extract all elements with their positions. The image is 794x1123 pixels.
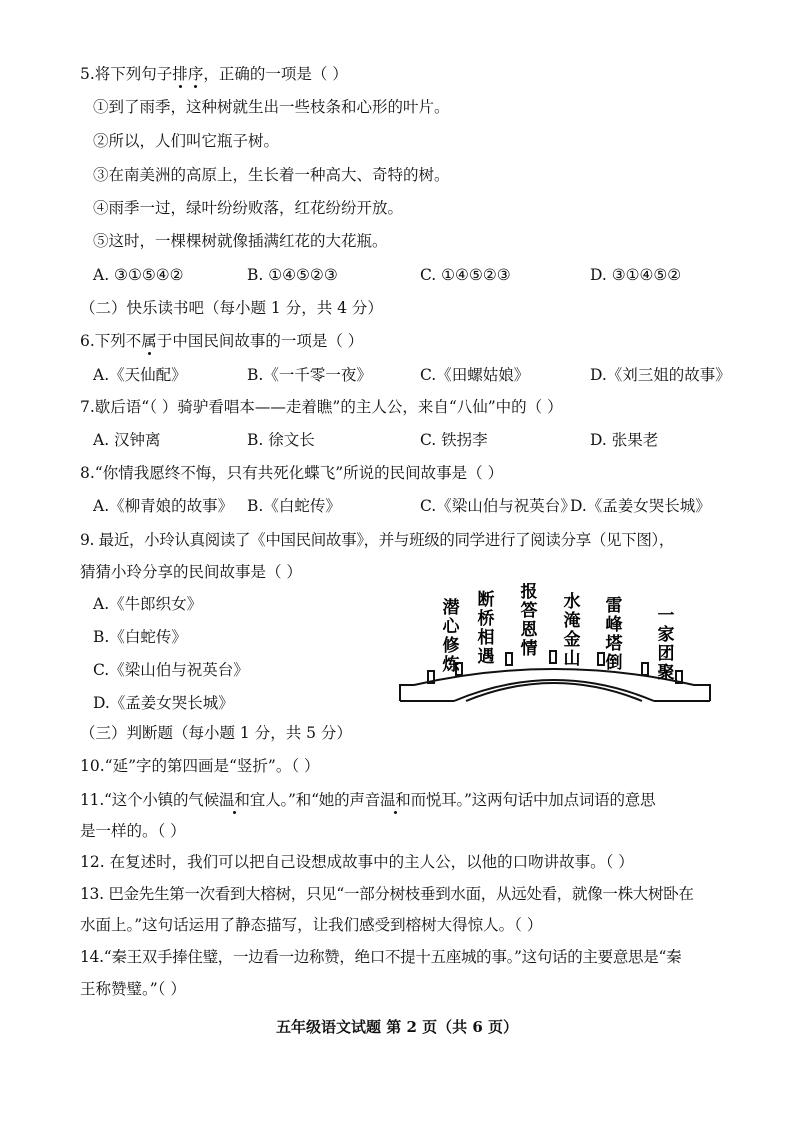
q11-line-2: 是一样的。（ ） bbox=[80, 822, 186, 840]
q6-option-c[interactable]: C.《田螺姑娘》 bbox=[420, 366, 530, 384]
q6-stem-pre: 6.下列不 bbox=[80, 332, 142, 350]
q11-line1-a: 11.“这个小镇的气候 bbox=[80, 791, 219, 809]
bridge-arch bbox=[466, 683, 642, 701]
q8-option-c[interactable]: C.《梁山伯与祝英台》 bbox=[420, 497, 576, 515]
q7-option-a[interactable]: A. 汉钟离 bbox=[93, 431, 161, 449]
q8-option-b[interactable]: B.《白蛇传》 bbox=[247, 497, 341, 515]
q5-stem-dot1: 排 bbox=[172, 65, 188, 83]
q6-stem-dot: 属 bbox=[141, 332, 157, 350]
q9-stem-line-1: 9. 最近，小玲认真阅读了《中国民间故事》，并与班级的同学进行了阅读分享（见下图）， bbox=[80, 531, 675, 549]
figure-label-4: 水淹金山 bbox=[563, 592, 581, 669]
q10-stem: 10.“延”字的第四画是“竖折”。（ ） bbox=[80, 757, 320, 775]
section-2-heading: （二）快乐读书吧（每小题 1 分，共 4 分） bbox=[80, 299, 383, 317]
figure-label-6: 一家团聚 bbox=[657, 606, 675, 683]
page-footer: 五年级语文试题 第 2 页（共 6 页） bbox=[276, 1018, 518, 1036]
q9-option-a[interactable]: A.《牛郎织女》 bbox=[93, 595, 203, 613]
bridge-piers bbox=[400, 687, 710, 701]
q5-stem-post: ，正确的一项是（ ） bbox=[203, 65, 348, 83]
bridge-post-4 bbox=[550, 651, 556, 663]
q5-sentence-3: ③在南美洲的高原上，生长着一种高大、奇特的树。 bbox=[93, 166, 450, 184]
q9-option-d[interactable]: D.《孟姜女哭长城》 bbox=[93, 694, 234, 712]
q5-option-b[interactable]: B. ①④⑤②③ bbox=[247, 266, 338, 284]
q7-option-c[interactable]: C. 铁拐李 bbox=[420, 431, 488, 449]
q11-dotted-word-2-text: 温和 bbox=[380, 791, 411, 809]
bridge-figure bbox=[394, 583, 714, 703]
q6-stem-post: 于中国民间故事的一项是（ ） bbox=[156, 332, 364, 350]
q12-stem: 12. 在复述时，我们可以把自己设想成故事中的主人公，以他的口吻讲故事。（ ） bbox=[80, 853, 634, 871]
q5-option-d[interactable]: D. ③①④⑤② bbox=[590, 266, 682, 284]
q5-option-a[interactable]: A. ③①⑤④② bbox=[93, 266, 184, 284]
figure-label-3: 报答恩情 bbox=[520, 583, 538, 659]
q9-stem-line-2: 猜猜小玲分享的民间故事是（ ） bbox=[80, 563, 302, 581]
q14-line-1: 14.“秦王双手捧住璧，一边看一边称赞，绝口不提十五座城的事。”这句话的主要意思是“秦 bbox=[80, 948, 682, 966]
q7-stem: 7.歇后语“（ ）骑驴看唱本——走着瞧”的主人公，来自“八仙”中的（ ） bbox=[80, 398, 563, 416]
q5-sentence-1: ①到了雨季，这种树就生出一些枝条和心形的叶片。 bbox=[93, 98, 450, 116]
figure-label-1-char: 潜 bbox=[442, 598, 460, 618]
q6-stem bbox=[80, 331, 363, 351]
q8-stem: 8.“你情我愿终不悔，只有共死化蝶飞”所说的民间故事是（ ） bbox=[80, 464, 504, 482]
q11-dotted-word-1-text: 温和 bbox=[218, 791, 250, 809]
q13-line-1: 13. 巴金先生第一次看到大榕树，只见“一部分树枝垂到水面，从远处看，就像一株大树卧在 bbox=[80, 885, 694, 903]
q8-option-d[interactable]: D.《孟姜女哭长城》 bbox=[570, 497, 711, 515]
figure-label-2: 断桥相遇 bbox=[477, 590, 495, 667]
bridge-post-6 bbox=[642, 663, 648, 675]
q5-stem-dot2: 序 bbox=[187, 65, 204, 83]
q11-line1-c: 而悦耳。”这两句话中加点词语的意思 bbox=[410, 791, 656, 809]
q5-sentence-2: ②所以，人们叫它瓶子树。 bbox=[93, 132, 280, 150]
q6-option-b[interactable]: B.《一千零一夜》 bbox=[247, 366, 372, 384]
q5-stem bbox=[80, 64, 348, 84]
q5-sentence-5: ⑤这时，一棵棵树就像插满红花的大花瓶。 bbox=[93, 232, 388, 250]
q8-option-a[interactable]: A.《柳青娘的故事》 bbox=[93, 497, 234, 515]
bridge-post-5 bbox=[598, 653, 604, 665]
q5-sentence-4: ④雨季一过，绿叶纷纷败落，红花纷纷开放。 bbox=[93, 199, 404, 217]
q11-line1-b: 宜人。”和“她的声音 bbox=[249, 791, 380, 809]
figure-label-1: 潜心修炼 bbox=[442, 598, 460, 675]
q6-option-d[interactable]: D.《刘三姐的故事》 bbox=[590, 366, 731, 384]
q9-option-b[interactable]: B.《白蛇传》 bbox=[93, 628, 187, 646]
figure-label-5: 雷峰塔倒 bbox=[605, 596, 623, 673]
q6-option-a[interactable]: A.《天仙配》 bbox=[93, 366, 187, 384]
q11-dotted-word-1 bbox=[219, 790, 250, 810]
q13-line-2: 水面上。”这句话运用了静态描写，让我们感受到榕树大得惊人。（ ） bbox=[80, 916, 543, 934]
q11-line-1 bbox=[80, 790, 655, 810]
q7-option-b[interactable]: B. 徐文长 bbox=[247, 431, 315, 449]
q5-stem-pre: 5.将下列句子 bbox=[80, 65, 173, 83]
q7-option-d[interactable]: D. 张果老 bbox=[590, 431, 659, 449]
q9-option-c[interactable]: C.《梁山伯与祝英台》 bbox=[93, 661, 249, 679]
q14-line-2: 王称赞璧。”（ ） bbox=[80, 980, 186, 998]
bridge-post-3 bbox=[506, 653, 512, 665]
q5-option-c[interactable]: C. ①④⑤②③ bbox=[420, 266, 511, 284]
q11-dotted-word-2 bbox=[380, 790, 411, 810]
section-3-heading: （三）判断题（每小题 1 分，共 5 分） bbox=[80, 724, 352, 742]
